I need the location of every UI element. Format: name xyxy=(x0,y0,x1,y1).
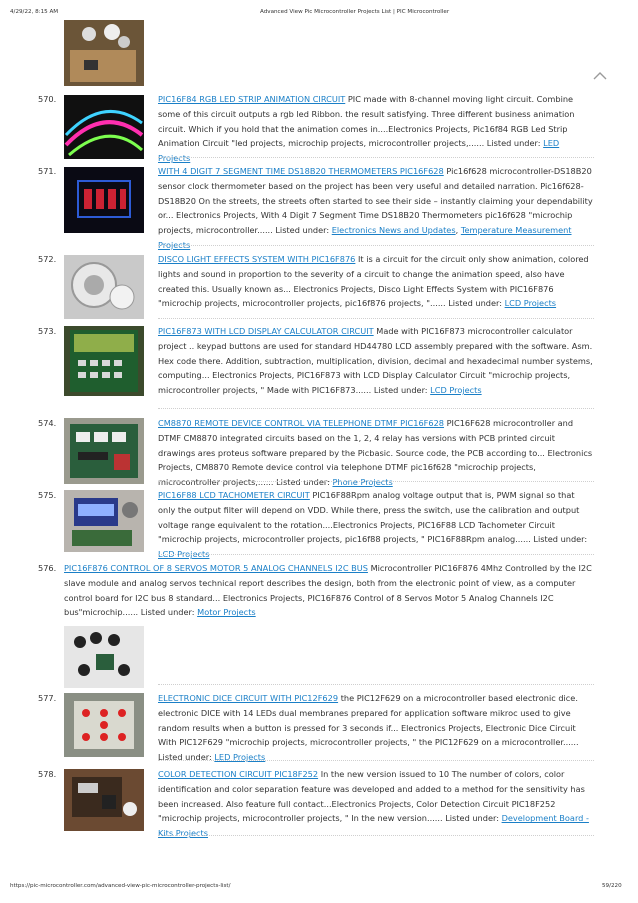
divider xyxy=(158,245,594,246)
category-link[interactable]: LCD Projects xyxy=(430,385,482,396)
project-title-link[interactable]: WITH 4 DIGIT 7 SEGMENT TIME DS18B20 THERMOMETERS PIC16F628 xyxy=(158,166,444,176)
project-description: Made with PIC16F873 microcontroller calculator project .. keypad buttons are used for standard HD44780 LCD assembly prepared with the software. Asm. Hex code there. Addition, subtraction, multiplication, division, decimal and hexadecimal number systems, computing... Electronics Projects, PIC16F873 with LCD Display Calculator Circuit "microchip projects, microcontroller projects, " Made with PIC16F873...... xyxy=(158,326,593,396)
category-link[interactable]: LCD Projects xyxy=(504,298,557,309)
project-title-link[interactable]: ELECTRONIC DICE CIRCUIT WITH PIC12F629 xyxy=(158,693,339,703)
listed-under-label: Listed under: xyxy=(275,225,330,236)
list-item xyxy=(158,767,594,841)
project-thumbnail[interactable] xyxy=(64,326,144,396)
category-link[interactable]: LED Projects xyxy=(214,752,266,763)
project-title-link[interactable]: CM8870 REMOTE DEVICE CONTROL VIA TELEPHONE DTMF PIC16F628 xyxy=(158,418,445,428)
entry-number: 576. xyxy=(38,563,57,573)
category-link[interactable]: LED Projects xyxy=(158,138,560,164)
project-thumbnail[interactable] xyxy=(64,769,144,831)
project-description: PIC16F628 microcontroller and DTMF CM8870 integrated circuits based on the 1, 2, 4 relay has versions with PCB printed circuit drawings ares proteus software prepared by the Picbasic. Source code, the PCB according to... Electronics Projects, CM8870 Remote device control via telephone DTMF pic16f628 "microchip projects, microcontroller projects,...... xyxy=(158,418,593,488)
project-thumbnail[interactable] xyxy=(64,95,144,159)
project-title-link[interactable]: DISCO LIGHT EFFECTS SYSTEM WITH PIC16F876 xyxy=(158,254,356,264)
project-title-link[interactable]: COLOR DETECTION CIRCUIT PIC18F252 xyxy=(158,769,319,779)
project-description: Microcontroller PIC16F876 4Mhz Controlled by the I2C slave module and analog servos technical report describes the design, both from the electronic point of view, as a computer control board for I2C bus 8 standard... Electronics Projects, PIC16F876 Control of 8 Servos Motor 5 Analog Channels I2C bus"microchip...... xyxy=(64,563,592,618)
list-item: WITH 4 DIGIT 7 SEGMENT TIME DS18B20 THERMOMETERS PIC16F628 Pic16f628 microcontroller-DS18B20 sensor clock thermometer based on the project has been very useful and detailed narration. Pic16f628-DS18B20 On the streets, the streets often started to see their side – instantly claiming your dependability or... Electronics Projects, With 4 Digit 7 Segment Time DS18B20 Thermometers pic16f628 "microchip projects, microcontroller...... Listed under: Electronics News and Updates, Temperature Measurement Projects xyxy=(158,166,593,250)
listed-under-label: Listed under: xyxy=(276,477,330,488)
category-link[interactable]: LCD Projects xyxy=(158,549,210,560)
divider xyxy=(158,157,594,158)
list-item xyxy=(158,416,594,490)
project-title-link[interactable]: PIC16F873 WITH LCD DISPLAY CALCULATOR CIRCUIT xyxy=(158,326,374,336)
project-description: In the new version issued to 10 The number of colors, color identification and color separation feature was developed and added to a method for the sensitivity has been increased. Also feature full contact...Electronics Projects, Color Detection Circuit PIC18F252 "microchip projects, microcontroller projects, " In the new version...... xyxy=(158,769,585,824)
list-item xyxy=(158,252,594,311)
project-description: Pic16f628 microcontroller-DS18B20 sensor clock thermometer based on the project has been very useful and detailed narration. Pic16f628-DS18B20 On the streets, the streets often started to see their side – instantly claiming your dependability or... Electronics Projects, With 4 Digit 7 Segment Time DS18B20 Thermometers pic16f628 "microchip projects, microcontroller...... xyxy=(158,166,593,236)
entry-number: 573. xyxy=(38,326,57,336)
divider xyxy=(158,408,594,409)
list-item xyxy=(158,488,594,562)
project-title-link[interactable]: PIC16F876 CONTROL OF 8 SERVOS MOTOR 5 ANALOG CHANNELS I2C BUS xyxy=(64,563,368,573)
page-number: 59/220 xyxy=(602,883,622,889)
listed-under-label: Listed under: xyxy=(158,752,212,763)
project-thumbnail[interactable] xyxy=(64,490,144,552)
entry-number: 570. xyxy=(38,94,57,104)
listed-under-label: Listed under: xyxy=(140,607,195,618)
list-item xyxy=(158,691,594,765)
list-item xyxy=(158,92,594,166)
print-page-title: Advanced View Pic Microcontroller Projects List | PIC Microcontroller xyxy=(260,9,450,15)
project-thumbnail[interactable] xyxy=(64,20,144,86)
divider xyxy=(158,481,594,482)
category-link[interactable]: Temperature Measurement Projects xyxy=(158,225,572,250)
entry-number: 572. xyxy=(38,254,57,264)
listed-under-label: Listed under: xyxy=(448,298,502,309)
listed-under-label: Listed under: xyxy=(373,385,428,396)
list-item xyxy=(158,324,594,398)
divider xyxy=(158,554,594,555)
project-title-link[interactable]: PIC16F88 LCD TACHOMETER CIRCUIT xyxy=(158,490,310,500)
project-thumbnail[interactable] xyxy=(64,626,144,688)
listed-under-label: Listed under: xyxy=(533,534,588,545)
category-link[interactable]: Development Board - Kits Projects xyxy=(158,813,589,839)
project-thumbnail[interactable] xyxy=(64,418,144,484)
project-title-link[interactable]: PIC16F84 RGB LED STRIP ANIMATION CIRCUIT xyxy=(158,94,346,104)
entry-number: 575. xyxy=(38,490,57,500)
entry-number: 571. xyxy=(38,166,57,176)
divider xyxy=(158,684,594,685)
category-link[interactable]: Phone Projects xyxy=(332,477,393,488)
print-footer-url: https://pic-microcontroller.com/advanced-view-pic-microcontroller-projects-list/ xyxy=(10,883,231,889)
chevron-up-icon[interactable] xyxy=(593,72,607,80)
entry-number: 578. xyxy=(38,769,57,779)
listed-under-label: Listed under: xyxy=(445,813,499,824)
divider xyxy=(158,760,594,761)
divider xyxy=(158,318,594,319)
project-description: PIC16F88Rpm analog voltage output that is, PWM signal so that only the output filter will depend on VDD. While there, press the switch, use the calibration and output voltage range equivalent to the rotation....Electronics Projects, PIC16F88 LCD Tachometer Circuit "microchip projects, microcontroller projects, pic16f88 projects, " PIC16F88Rpm analog...... xyxy=(158,490,580,545)
entry-number: 574. xyxy=(38,418,57,428)
project-thumbnail[interactable] xyxy=(64,255,144,319)
project-thumbnail[interactable] xyxy=(64,693,144,757)
project-description: the PIC12F629 on a microcontroller based electronic dice. electronic DICE with 14 LEDs dual membranes prepared for application software mikroc used to give random results when a button is pressed for 3 seconds if... Electronics Projects, Electronic Dice Circuit With PIC12F629 "microchip projects, microcontroller projects, " the PIC12F629 on a microcontroller...... xyxy=(158,693,579,748)
project-thumbnail[interactable] xyxy=(64,167,144,233)
project-description: It is a circuit for the circuit only show animation, colored lights and sound in proportion to the severity of a circuit to change the animation speed, also have created this. Usually known as... Electronics Projects, Disco Light Effects System with PIC16F876 "microchip projects, microcontroller projects, pic16f876 projects, "...... xyxy=(158,254,589,309)
divider xyxy=(158,835,594,836)
category-link[interactable]: Electronics News and Updates xyxy=(331,225,456,236)
print-datetime: 4/29/22, 8:15 AM xyxy=(10,9,59,15)
entry-number: 577. xyxy=(38,693,57,703)
list-item xyxy=(64,561,594,620)
category-link[interactable]: Motor Projects xyxy=(197,607,256,618)
listed-under-label: Listed under: xyxy=(486,138,541,149)
project-description: PIC made with 8-channel moving light circuit. Combine some of this circuit outputs a rgb led Ribbon. the result satisfying. Three different business animation circuit. Which if you hold that the animation comes in....Electronics Projects, Pic16f84 RGB Led Strip Animation Circuit "led projects, microchip projects, microcontroller projects,...... xyxy=(158,94,575,149)
